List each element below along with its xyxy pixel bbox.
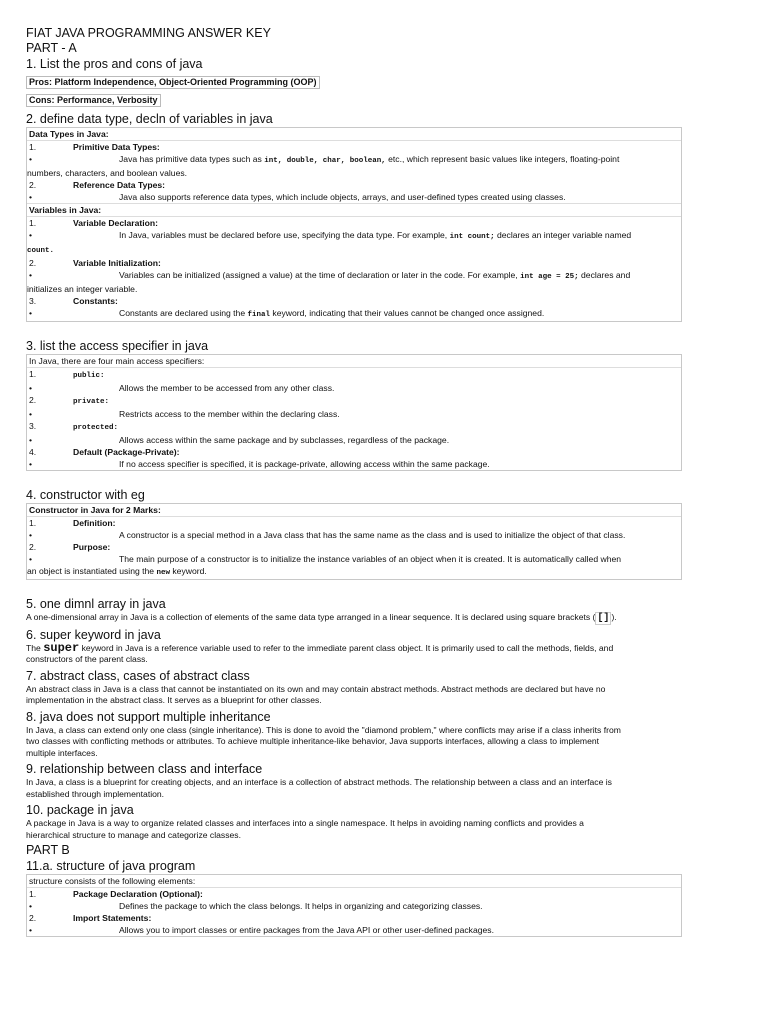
- list-item: 3. protected:: [29, 421, 119, 432]
- list-item: 2. Purpose:: [29, 542, 111, 552]
- q4-heading: 4. constructor with eg: [26, 488, 145, 502]
- list-item: • Allows you to import classes or entire packages from the Java API or other user-defined packages.: [29, 925, 494, 935]
- q7-heading: 7. abstract class, cases of abstract class: [26, 668, 250, 683]
- list-item: • Allows the member to be accessed from any other class.: [29, 383, 335, 393]
- q3-answer-box: [26, 354, 682, 471]
- q3-heading: 3. list the access specifier in java: [26, 339, 209, 353]
- q9-answer: In Java, a class is a blueprint for creating objects, and an interface is a collection of abstract methods. The relationship between a class and an interface is established through implementation.: [26, 777, 612, 799]
- constructor-intro: Constructor in Java for 2 Marks:: [27, 504, 681, 517]
- spacer: [26, 473, 682, 487]
- list-item: • In Java, variables must be declared before use, specifying the data type. For example, int count; declares an integer variable named count.: [27, 230, 632, 255]
- q6-answer: The super keyword in Java is a reference variable used to refer to the immediate parent class object. It is primarily used to call the methods, fields, and constructors of the parent class.: [26, 640, 614, 664]
- q6-heading: 6. super keyword in java: [26, 627, 161, 642]
- list-item: • A constructor is a special method in a Java class that has the same name as the class and is used to initialize the object of that class.: [29, 530, 626, 540]
- list-item: • The main purpose of a constructor is to initialize the instance variables of an object when it is created. It is automatically called when an object is instantiated using the new keyword.: [27, 554, 622, 577]
- q2-answer-box: [26, 127, 682, 322]
- document-title: FIAT JAVA PROGRAMMING ANSWER KEY: [26, 26, 271, 40]
- structure-intro: structure consists of the following elements:: [27, 875, 681, 888]
- q1-heading: 1. List the pros and cons of java: [26, 57, 203, 71]
- list-item: 4. Default (Package-Private):: [29, 447, 180, 457]
- q5-answer: A one-dimensional array in Java is a collection of elements of the same data type arranged in a linear sequence. It is declared using square brackets ( [] ).: [26, 612, 617, 624]
- q4-answer-box: [26, 503, 682, 580]
- list-item: 1. public:: [29, 369, 105, 380]
- variables-title: Variables in Java:: [27, 203, 681, 217]
- q7-answer: An abstract class in Java is a class that cannot be instantiated on its own and may contain abstract methods. Abstract methods are declared but have no implementation in the abstract class. It serves as a blueprint for other classes.: [26, 683, 606, 705]
- list-item: 2. private:: [29, 395, 110, 406]
- list-item: 1. Definition:: [29, 518, 116, 528]
- q10-heading: 10. package in java: [26, 803, 134, 817]
- spacer: [26, 582, 682, 596]
- pros-cons-block: [26, 72, 682, 108]
- access-intro: In Java, there are four main access specifiers:: [27, 355, 681, 368]
- list-item: 1. Package Declaration (Optional):: [29, 889, 203, 899]
- pros-text: Pros: Platform Independence, Object-Oriented Programming (OOP): [26, 76, 320, 89]
- list-item: • Java has primitive data types such as int, double, char, boolean, etc., which represent basic values like integers, floating-point numbers, characters, and boolean values.: [27, 154, 620, 178]
- part-b-heading: PART B: [26, 843, 70, 857]
- q11-heading: 11.a. structure of java program: [26, 859, 196, 873]
- list-item: 2. Variable Initialization:: [29, 258, 161, 268]
- list-item: • Constants are declared using the final keyword, indicating that their values cannot be changed once assigned.: [29, 308, 545, 319]
- q2-heading: 2. define data type, decln of variables in java: [26, 112, 273, 126]
- list-item: 1. Primitive Data Types:: [29, 142, 160, 152]
- list-item: • Java also supports reference data types, which include objects, arrays, and user-defined types created using classes.: [29, 192, 566, 202]
- list-item: • Restricts access to the member within the declaring class.: [29, 409, 340, 419]
- list-item: • Defines the package to which the class belongs. It helps in organizing and categorizing classes.: [29, 901, 483, 911]
- cons-text: Cons: Performance, Verbosity: [26, 94, 161, 107]
- list-item: 3. Constants:: [29, 296, 118, 306]
- q8-answer: In Java, a class can extend only one class (single inheritance). This is done to avoid the "diamond problem," where conflicts may arise if a class inherits from two classes with conflicting methods or attributes. To achieve multiple inheritance-like behavior, Java supports interfaces, allowing a class to implement multiple interfaces.: [26, 724, 621, 758]
- q8-heading: 8. java does not support multiple inheritance: [26, 709, 271, 724]
- document-page: [26, 26, 682, 939]
- spacer: [26, 324, 682, 338]
- part-a-heading: PART - A: [26, 41, 77, 55]
- q11-answer-box: [26, 874, 682, 937]
- list-item: • If no access specifier is specified, it is package-private, allowing access within the same package.: [29, 459, 490, 469]
- q10-answer: A package in Java is a way to organize related classes and interfaces into a single namespace. It helps in avoiding naming conflicts and provides a hierarchical structure to manage and categorize classes.: [26, 818, 584, 840]
- data-types-title: Data Types in Java:: [27, 128, 681, 141]
- list-item: 2. Reference Data Types:: [29, 180, 166, 190]
- list-item: 1. Variable Declaration:: [29, 218, 159, 228]
- q9-heading: 9. relationship between class and interface: [26, 762, 263, 776]
- list-item: • Variables can be initialized (assigned a value) at the time of declaration or later in the code. For example, int age = 25; declares and initializes an integer variable.: [27, 270, 631, 294]
- q5-heading: 5. one dimnl array in java: [26, 597, 166, 611]
- list-item: 2. Import Statements:: [29, 913, 152, 923]
- list-item: • Allows access within the same package and by subclasses, regardless of the package.: [29, 435, 450, 445]
